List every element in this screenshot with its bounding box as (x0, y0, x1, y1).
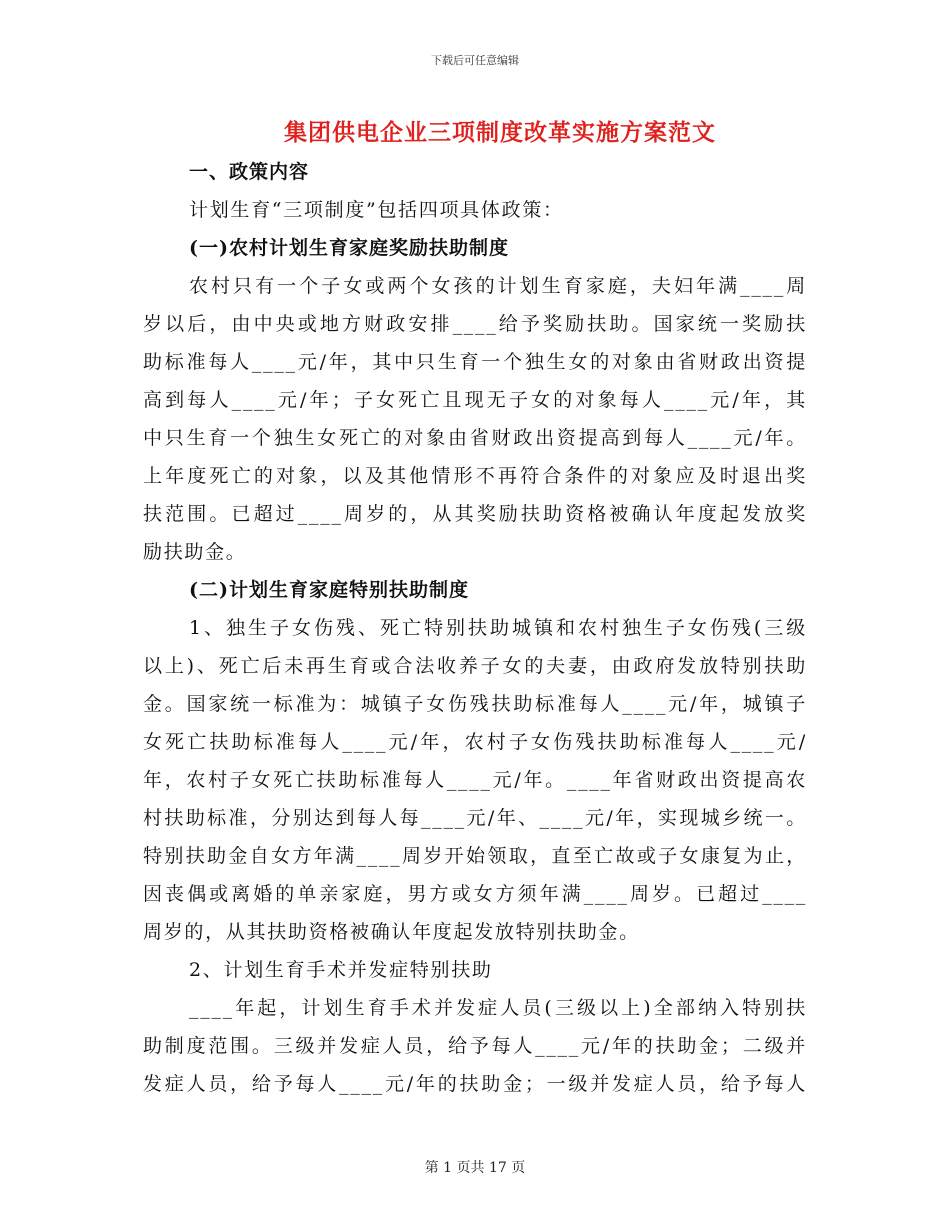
page-footer: 第 1 页共 17 页 (424, 1160, 526, 1176)
document-title: 集团供电企业三项制度改革实施方案范文 (284, 119, 716, 146)
paragraph-line: 上年度死亡的对象，以及其他情形不再符合条件的对象应及时退出奖 (143, 465, 807, 487)
paragraph-line: ____年起，计划生育手术并发症人员(三级以上)全部纳入特别扶 (189, 997, 807, 1019)
subsection-heading-special-support: (二)计划生育家庭特别扶助制度 (189, 579, 469, 601)
subsection-heading-surgery-complications: 2、计划生育手术并发症特别扶助 (189, 959, 493, 981)
paragraph-line: 高到每人____元/年；子女死亡且现无子女的对象每人____元/年，其 (143, 389, 807, 411)
paragraph-line: 以上)、死亡后未再生育或合法收养子女的夫妻，由政府发放特别扶助 (143, 655, 807, 677)
paragraph-line: 村扶助标准，分别达到每人每____元/年、____元/年，实现城乡统一。 (143, 807, 807, 829)
paragraph-line: 励扶助金。 (143, 541, 247, 563)
document-body (143, 153, 807, 1103)
paragraph-line: 特别扶助金自女方年满____周岁开始领取，直至亡故或子女康复为止， (143, 845, 807, 867)
paragraph-line: 农村只有一个子女或两个女孩的计划生育家庭，夫妇年满____周 (189, 275, 807, 297)
paragraph-line: 中只生育一个独生女死亡的对象由省财政出资提高到每人____元/年。 (143, 427, 807, 449)
paragraph-line: 金。国家统一标准为：城镇子女伤残扶助标准每人____元/年，城镇子 (143, 693, 807, 715)
paragraph-line: 扶范围。已超过____周岁的，从其奖励扶助资格被确认年度起发放奖 (143, 503, 807, 525)
subsection-heading-rural-reward: (一)农村计划生育家庭奖励扶助制度 (189, 237, 509, 259)
paragraph-line: 年，农村子女死亡扶助标准每人____元/年。____年省财政出资提高农 (143, 769, 807, 791)
paragraph-line: 周岁的，从其扶助资格被确认年度起发放特别扶助金。 (143, 921, 640, 943)
paragraph-line: 助标准每人____元/年，其中只生育一个独生女的对象由省财政出资提 (143, 351, 807, 373)
paragraph-line: 因丧偶或离婚的单亲家庭，男方或女方须年满____周岁。已超过____ (143, 883, 807, 905)
paragraph-line: 岁以后，由中央或地方财政安排____给予奖励扶助。国家统一奖励扶 (143, 313, 807, 335)
paragraph-line: 发症人员，给予每人____元/年的扶助金；一级并发症人员，给予每人 (143, 1073, 807, 1095)
paragraph-line: 1、独生子女伤残、死亡特别扶助城镇和农村独生子女伤残(三级 (189, 617, 807, 639)
header-note: 下载后可任意编辑 (431, 54, 519, 67)
paragraph-intro: 计划生育“三项制度”包括四项具体政策： (189, 199, 564, 221)
paragraph-line: 女死亡扶助标准每人____元/年，农村子女伤残扶助标准每人____元/ (143, 731, 807, 753)
section-heading-policy: 一、政策内容 (189, 161, 310, 183)
paragraph-line: 助制度范围。三级并发症人员，给予每人____元/年的扶助金；二级并 (143, 1035, 807, 1057)
